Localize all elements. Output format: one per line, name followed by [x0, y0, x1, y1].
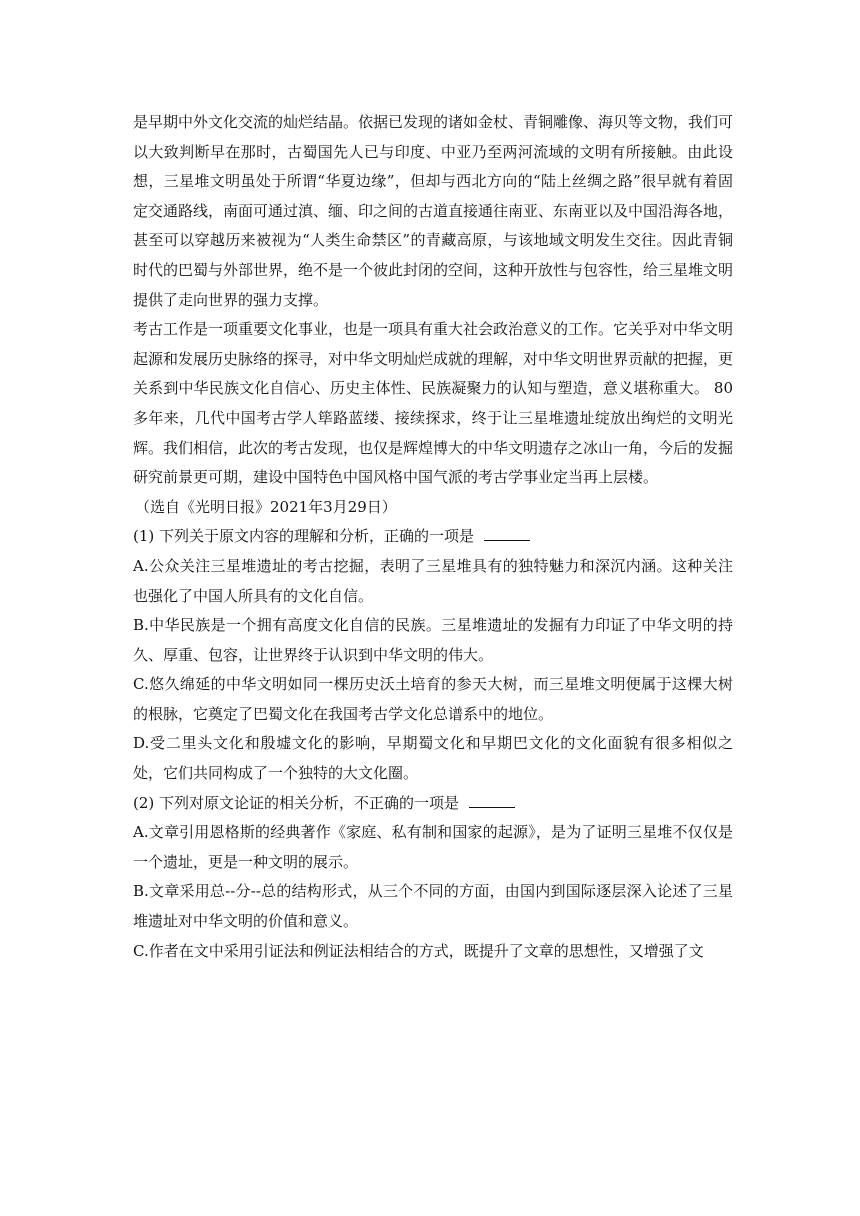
question-2-stem	[133, 789, 733, 819]
document-content	[133, 108, 733, 966]
question-1-option-d: D.受二里头文化和殷墟文化的影响，早期蜀文化和早期巴文化的文化面貌有很多相似之处，它们共同构成了一个独特的大文化圈。	[133, 734, 733, 783]
question-2-option-c: C.作者在文中采用引证法和例证法相结合的方式，既提升了文章的思想性，又增强了文	[133, 941, 704, 960]
question-2-option-b: B.文章采用总--分--总的结构形式，从三个不同的方面，由国内到国际逐层深入论述了三星堆遗址对中华文明的价值和意义。	[133, 882, 733, 931]
question-1-option-a: A.公众关注三星堆遗址的考古挖掘，表明了三星堆具有的独特魅力和深沉内涵。这种关注也强化了中国人所具有的文化自信。	[133, 556, 733, 605]
question-1-stem	[133, 522, 733, 552]
passage-paragraph-1: 是早期中外文化交流的灿烂结晶。依据已发现的诸如金杖、青铜雕像、海贝等文物，我们可以大致判断早在那时，古蜀国先人已与印度、中亚乃至两河流域的文明有所接触。由此设想，三星堆文明虽处于所谓“华夏边缘”，但却与西北方向的“陆上丝绸之路”很早就有着固定交通路线，南面可通过滇、缅、印之间的古道直接通往南亚、东南亚以及中国沿海各地，甚至可以穿越历来被视为“人类生命禁区”的青藏高原，与该地域文明发生交往。因此青铜时代的巴蜀与外部世界，绝不是一个彼此封闭的空间，这种开放性与包容性，给三星堆文明提供了走向世界的强力支撑。	[133, 113, 734, 309]
question-1-option-c: C.悠久绵延的中华文明如同一棵历史沃土培育的参天大树，而三星堆文明便属于这棵大树的根脉，它奠定了巴蜀文化在我国考古学文化总谱系中的地位。	[133, 675, 733, 723]
question-1-option-b: B.中华民族是一个拥有高度文化自信的民族。三星堆遗址的发掘有力印证了中华文明的持久、厚重、包容，让世界终于认识到中华文明的伟大。	[133, 616, 733, 664]
passage-paragraph-2: 考古工作是一项重要文化事业，也是一项具有重大社会政治意义的工作。它关乎对中华文明起源和发展历史脉络的探寻，对中华文明灿烂成就的理解，对中华文明世界贡献的把握，更关系到中华民族文化自信心、历史主体性、民族凝聚力的认知与塑造，意义堪称重大。 80多年来，几代中国考古学人筚路蓝缕、接续探求，终于让三星堆遗址绽放出绚烂的文明光辉。我们相信，此次的考古发现，也仅是辉煌博大的中华文明遗存之冰山一角，今后的发掘研究前景更可期，建设中国特色中国风格中国气派的考古学事业定当再上层楼。	[133, 320, 734, 487]
question-2-stem-text: (2) 下列对原文论证的相关分析，不正确的一项是	[133, 793, 460, 812]
answer-blank-1	[484, 526, 530, 541]
question-1-stem-text: (1) 下列关于原文内容的理解和分析，正确的一项是	[133, 527, 475, 546]
question-2-option-a: A.文章引用恩格斯的经典著作《家庭、私有制和国家的起源》，是为了证明三星堆不仅仅是一个遗址，更是一种文明的展示。	[133, 823, 733, 871]
answer-blank-2	[469, 793, 515, 808]
passage-source: （选自《光明日报》2021年3月29日）	[135, 497, 397, 516]
